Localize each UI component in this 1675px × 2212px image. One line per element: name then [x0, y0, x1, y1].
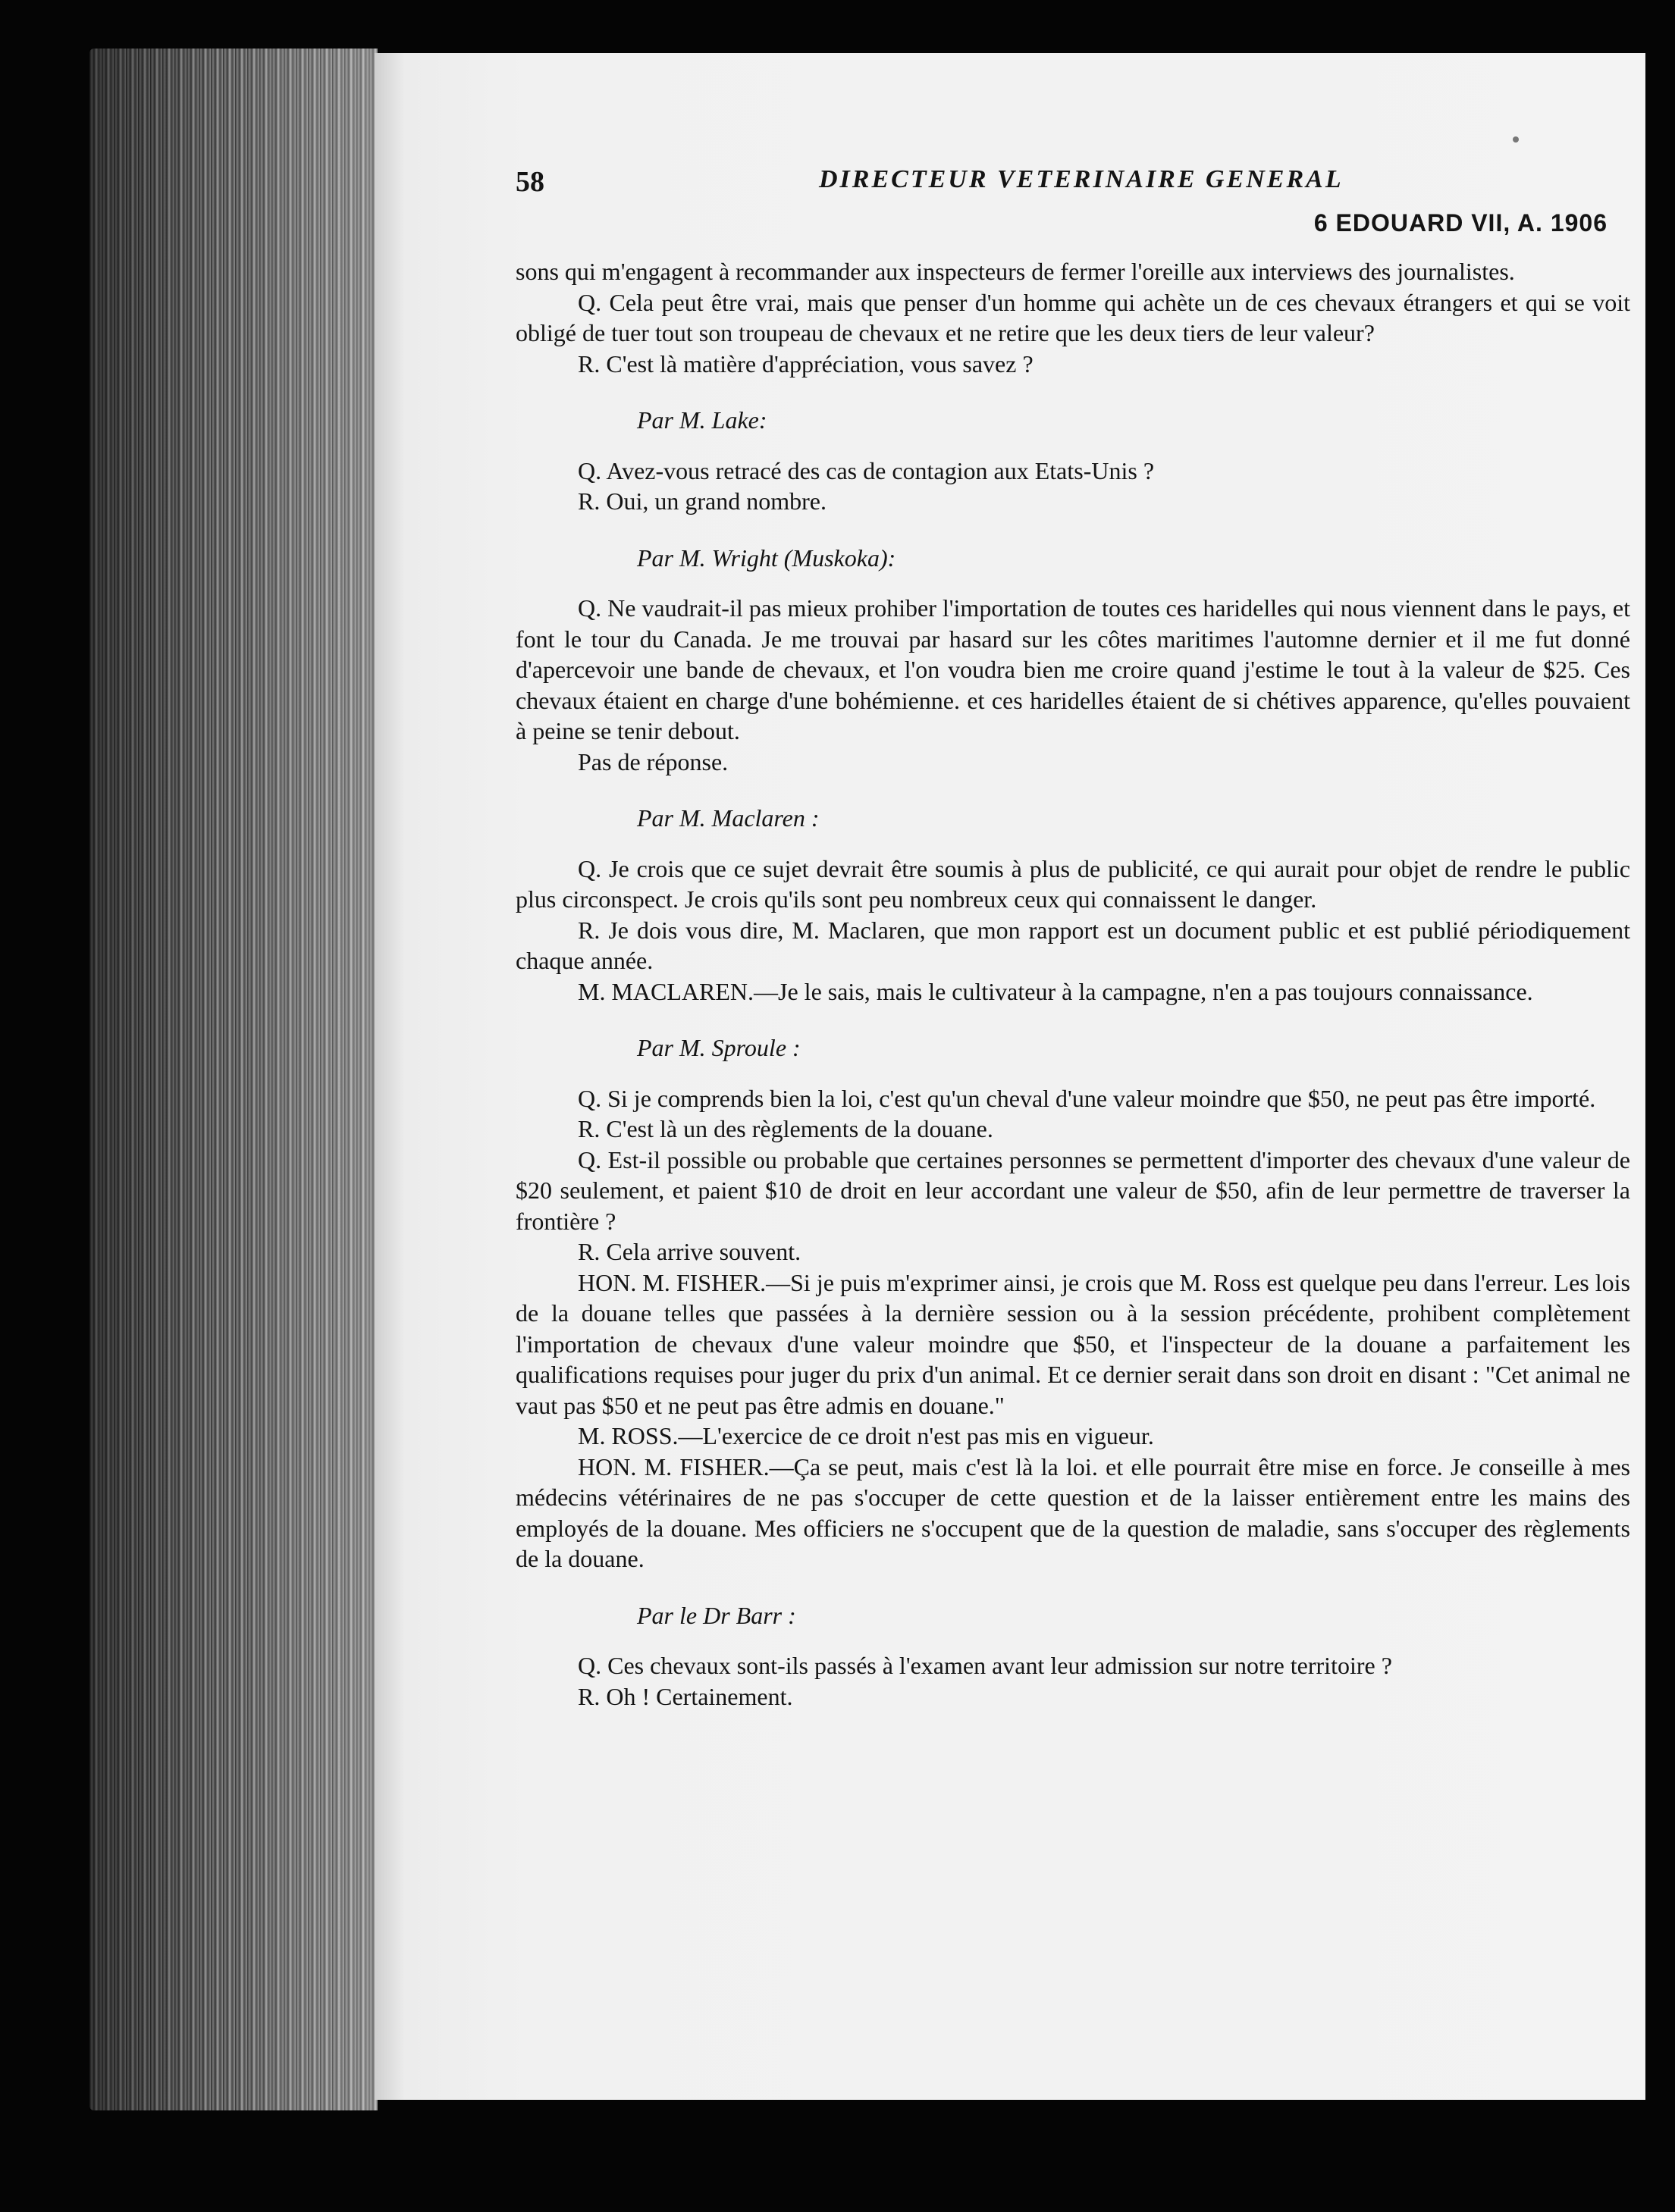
paragraph: Q. Est-il possible ou probable que certaines personnes se permettent d'importer des chevaux d'une valeur de $20 seulement, et paient $10 de droit en leur accordant une valeur de $50, afin de leur permettre de traverser la frontière ?: [516, 1145, 1630, 1235]
speaker-heading: Par M. Wright (Muskoka):: [637, 544, 896, 572]
paragraph: Q. Ne vaudrait-il pas mieux prohiber l'importation de toutes ces haridelles qui nous viennent dans le pays, et font le tour du Canada. Je me trouvai par hasard sur les côtes maritimes l'automne dernier et il me fut donné d'apercevoir une bande de chevaux, et l'on voudra bien me croire quand j'estime le tout à la valeur de $25. Ces chevaux étaient en charge d'une bohémienne. et ces haridelles étaient de si chétives apparence, qu'elles pouvaient à peine se tenir debout.: [516, 594, 1630, 744]
speaker-heading: Par M. Sproule :: [637, 1034, 801, 1061]
paragraph: Q. Avez-vous retracé des cas de contagion aux Etats-Unis ?: [578, 456, 1155, 484]
edition-line: 6 EDOUARD VII, A. 1906: [1313, 209, 1608, 237]
paragraph: Q. Si je comprends bien la loi, c'est qu'un cheval d'une valeur moindre que $50, ne peut pas être importé.: [578, 1084, 1596, 1112]
paragraph: R. C'est là matière d'appréciation, vous savez ?: [578, 349, 1034, 378]
paragraph: HON. M. FISHER.—Ça se peut, mais c'est là la loi. et elle pourrait être mise en force. Je conseille à mes médecins vétérinaires de ne pas s'occuper de cette question et de la laisser entièrement entre les mains des employés de la douane. Mes officiers ne s'occupent que de la question de maladie, sans s'occuper des règlements de la douane.: [516, 1452, 1630, 1572]
paragraph: M. ROSS.—L'exercice de ce droit n'est pas mis en vigueur.: [578, 1422, 1154, 1449]
body-text: [516, 256, 1630, 1712]
speaker-heading: Par M. Maclaren :: [637, 804, 820, 832]
paragraph: R. C'est là un des règlements de la douane.: [578, 1115, 993, 1142]
paragraph: Q. Cela peut être vrai, mais que penser d'un homme qui achète un de ces chevaux étrangers et qui se voit obligé de tuer tout son troupeau de chevaux et ne retire que les deux tiers de leur valeur?: [516, 288, 1630, 346]
paragraph: Q. Ces chevaux sont-ils passés à l'examen avant leur admission sur notre territoire ?: [578, 1652, 1392, 1679]
book-edge-shadow: [89, 49, 378, 2110]
paragraph: R. Je dois vous dire, M. Maclaren, que mon rapport est un document public et est publié périodiquement chaque année.: [516, 916, 1630, 974]
paragraph: M. MACLAREN.—Je le sais, mais le cultivateur à la campagne, n'en a pas toujours connaissance.: [578, 977, 1533, 1005]
page-header: [516, 159, 1630, 237]
running-title: DIRECTEUR VETERINAIRE GENERAL: [819, 165, 1344, 193]
paragraph: R. Cela arrive souvent.: [578, 1238, 801, 1265]
paragraph: Pas de réponse.: [578, 747, 729, 775]
speaker-heading: Par le Dr Barr :: [637, 1601, 796, 1629]
paragraph: R. Oh ! Certainement.: [578, 1682, 793, 1710]
paragraph: sons qui m'engagent à recommander aux inspecteurs de fermer l'oreille aux interviews des journalistes.: [516, 258, 1515, 285]
paragraph: R. Oui, un grand nombre.: [578, 487, 827, 515]
paragraph: Q. Je crois que ce sujet devrait être soumis à plus de publicité, ce qui aurait pour objet de rendre le public plus circonspect. Je crois qu'ils sont peu nombreux ceux qui connaissent le danger.: [516, 854, 1630, 913]
speaker-heading: Par M. Lake:: [637, 406, 767, 434]
page-speck: [1513, 136, 1519, 143]
page-number: 58: [516, 166, 544, 198]
paragraph: HON. M. FISHER.—Si je puis m'exprimer ainsi, je crois que M. Ross est quelque peu dans l'erreur. Les lois de la douane telles que passées à la dernière session ou à la session précédente, prohibent complètement l'importation de chevaux d'une valeur moindre que $50, et l'inspecteur de la douane a parfaitement les qualifications requises pour juger du prix d'un animal. Et ce dernier serait dans son droit en disant : "Cet animal ne vaut pas $50 et ne peut pas être admis en douane.": [516, 1268, 1630, 1419]
